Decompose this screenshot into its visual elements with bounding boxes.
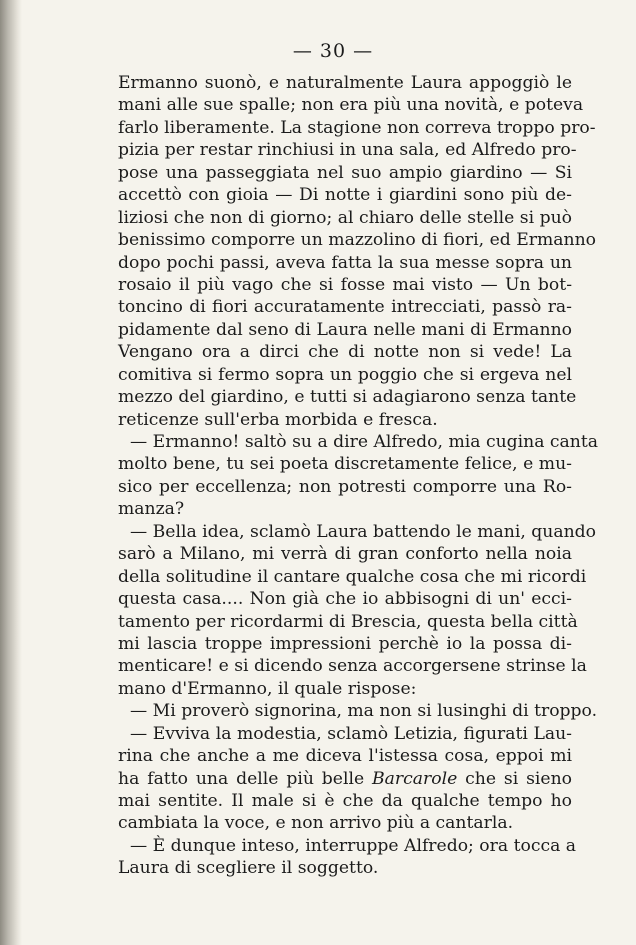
text-line: toncino di fiori accuratamente intrecciati, passò ra-	[118, 297, 572, 318]
text-line-segment: rina che anche a me diceva l'istessa cosa, eppoi mi	[118, 746, 572, 767]
text-line: accettò con gioia — Di notte i giardini sono più de-	[118, 185, 572, 206]
text-line: menticare! e si dicendo senza accorgersene strinse la	[118, 656, 587, 677]
text-line: cambiata la voce, e non arrivo più a cantarla.	[118, 813, 514, 834]
text-line: della solitudine il cantare qualche cosa che mi ricordi	[118, 566, 587, 587]
text-line: mani alle sue spalle; non era più una novità, e poteva	[118, 95, 584, 116]
text-line: Vengano ora a dirci che di notte non si vede! La	[118, 342, 572, 363]
text-line	[118, 745, 572, 767]
text-line: mezzo del giardino, e tutti si adagiarono senza tante	[118, 387, 577, 408]
text-line: mai sentite. Il male si è che da qualche tempo ho	[118, 791, 572, 811]
text-line	[118, 768, 572, 790]
text-line: benissimo comporre un mazzolino di fiori, ed Ermanno	[118, 230, 597, 251]
text-line: mano d'Ermanno, il quale rispose:	[118, 678, 417, 699]
body-text	[118, 72, 599, 880]
text-line: dopo pochi passi, aveva fatta la sua messe sopra un	[118, 252, 572, 273]
text-line: rosaio il più vago che si fosse mai visto — Un bot-	[118, 274, 572, 295]
binding-shadow	[0, 0, 22, 945]
text-line: farlo liberamente. La stagione non correva troppo pro-	[118, 117, 596, 138]
text-line: Ermanno suonò, e naturalmente Laura appoggiò le	[118, 73, 572, 93]
page-number: — 30 —	[292, 40, 374, 62]
text-line: — Bella idea, sclamò Laura battendo le mani, quando	[130, 521, 596, 542]
text-line: — È dunque inteso, interruppe Alfredo; ora tocca a	[130, 835, 577, 856]
text-line: sarò a Milano, mi verrà di gran conforto nella noia	[118, 544, 572, 565]
text-line: comitiva si fermo sopra un poggio che si ergeva nel	[118, 364, 572, 385]
text-line: sico per eccellenza; non potresti comporre una Ro-	[118, 476, 572, 497]
text-line: — Ermanno! saltò su a dire Alfredo, mia cugina canta	[130, 432, 599, 452]
text-line: tamento per ricordarmi di Brescia, questa bella città	[118, 611, 578, 632]
text-line: pizia per restar rinchiusi in una sala, ed Alfredo pro-	[118, 140, 577, 161]
italic-title: Barcarole	[372, 768, 458, 789]
text-line: — Evviva la modestia, sclamò Letizia, figurati Lau-	[130, 723, 572, 744]
text-line: pose una passeggiata nel suo ampio giardino — Si	[118, 162, 572, 183]
text-line: manza?	[118, 499, 185, 520]
text-line: liziosi che non di giorno; al chiaro delle stelle si può	[118, 207, 572, 228]
text-line: pidamente dal seno di Laura nelle mani di Ermanno	[118, 319, 572, 340]
text-line-segment: che si sieno	[457, 768, 572, 789]
text-line: questa casa.... Non già che io abbisogni di un' ecci-	[118, 589, 572, 610]
text-line: molto bene, tu sei poeta discretamente felice, e mu-	[118, 454, 572, 475]
text-line: reticenze sull'erba morbida e fresca.	[118, 409, 438, 430]
text-line-segment: ha fatto una delle più belle	[118, 768, 373, 789]
text-line: mi lascia troppe impressioni perchè io la possa di-	[118, 633, 572, 654]
text-line: Laura di scegliere il soggetto.	[118, 858, 379, 879]
text-line: — Mi proverò signorina, ma non si lusinghi di troppo.	[130, 701, 598, 722]
